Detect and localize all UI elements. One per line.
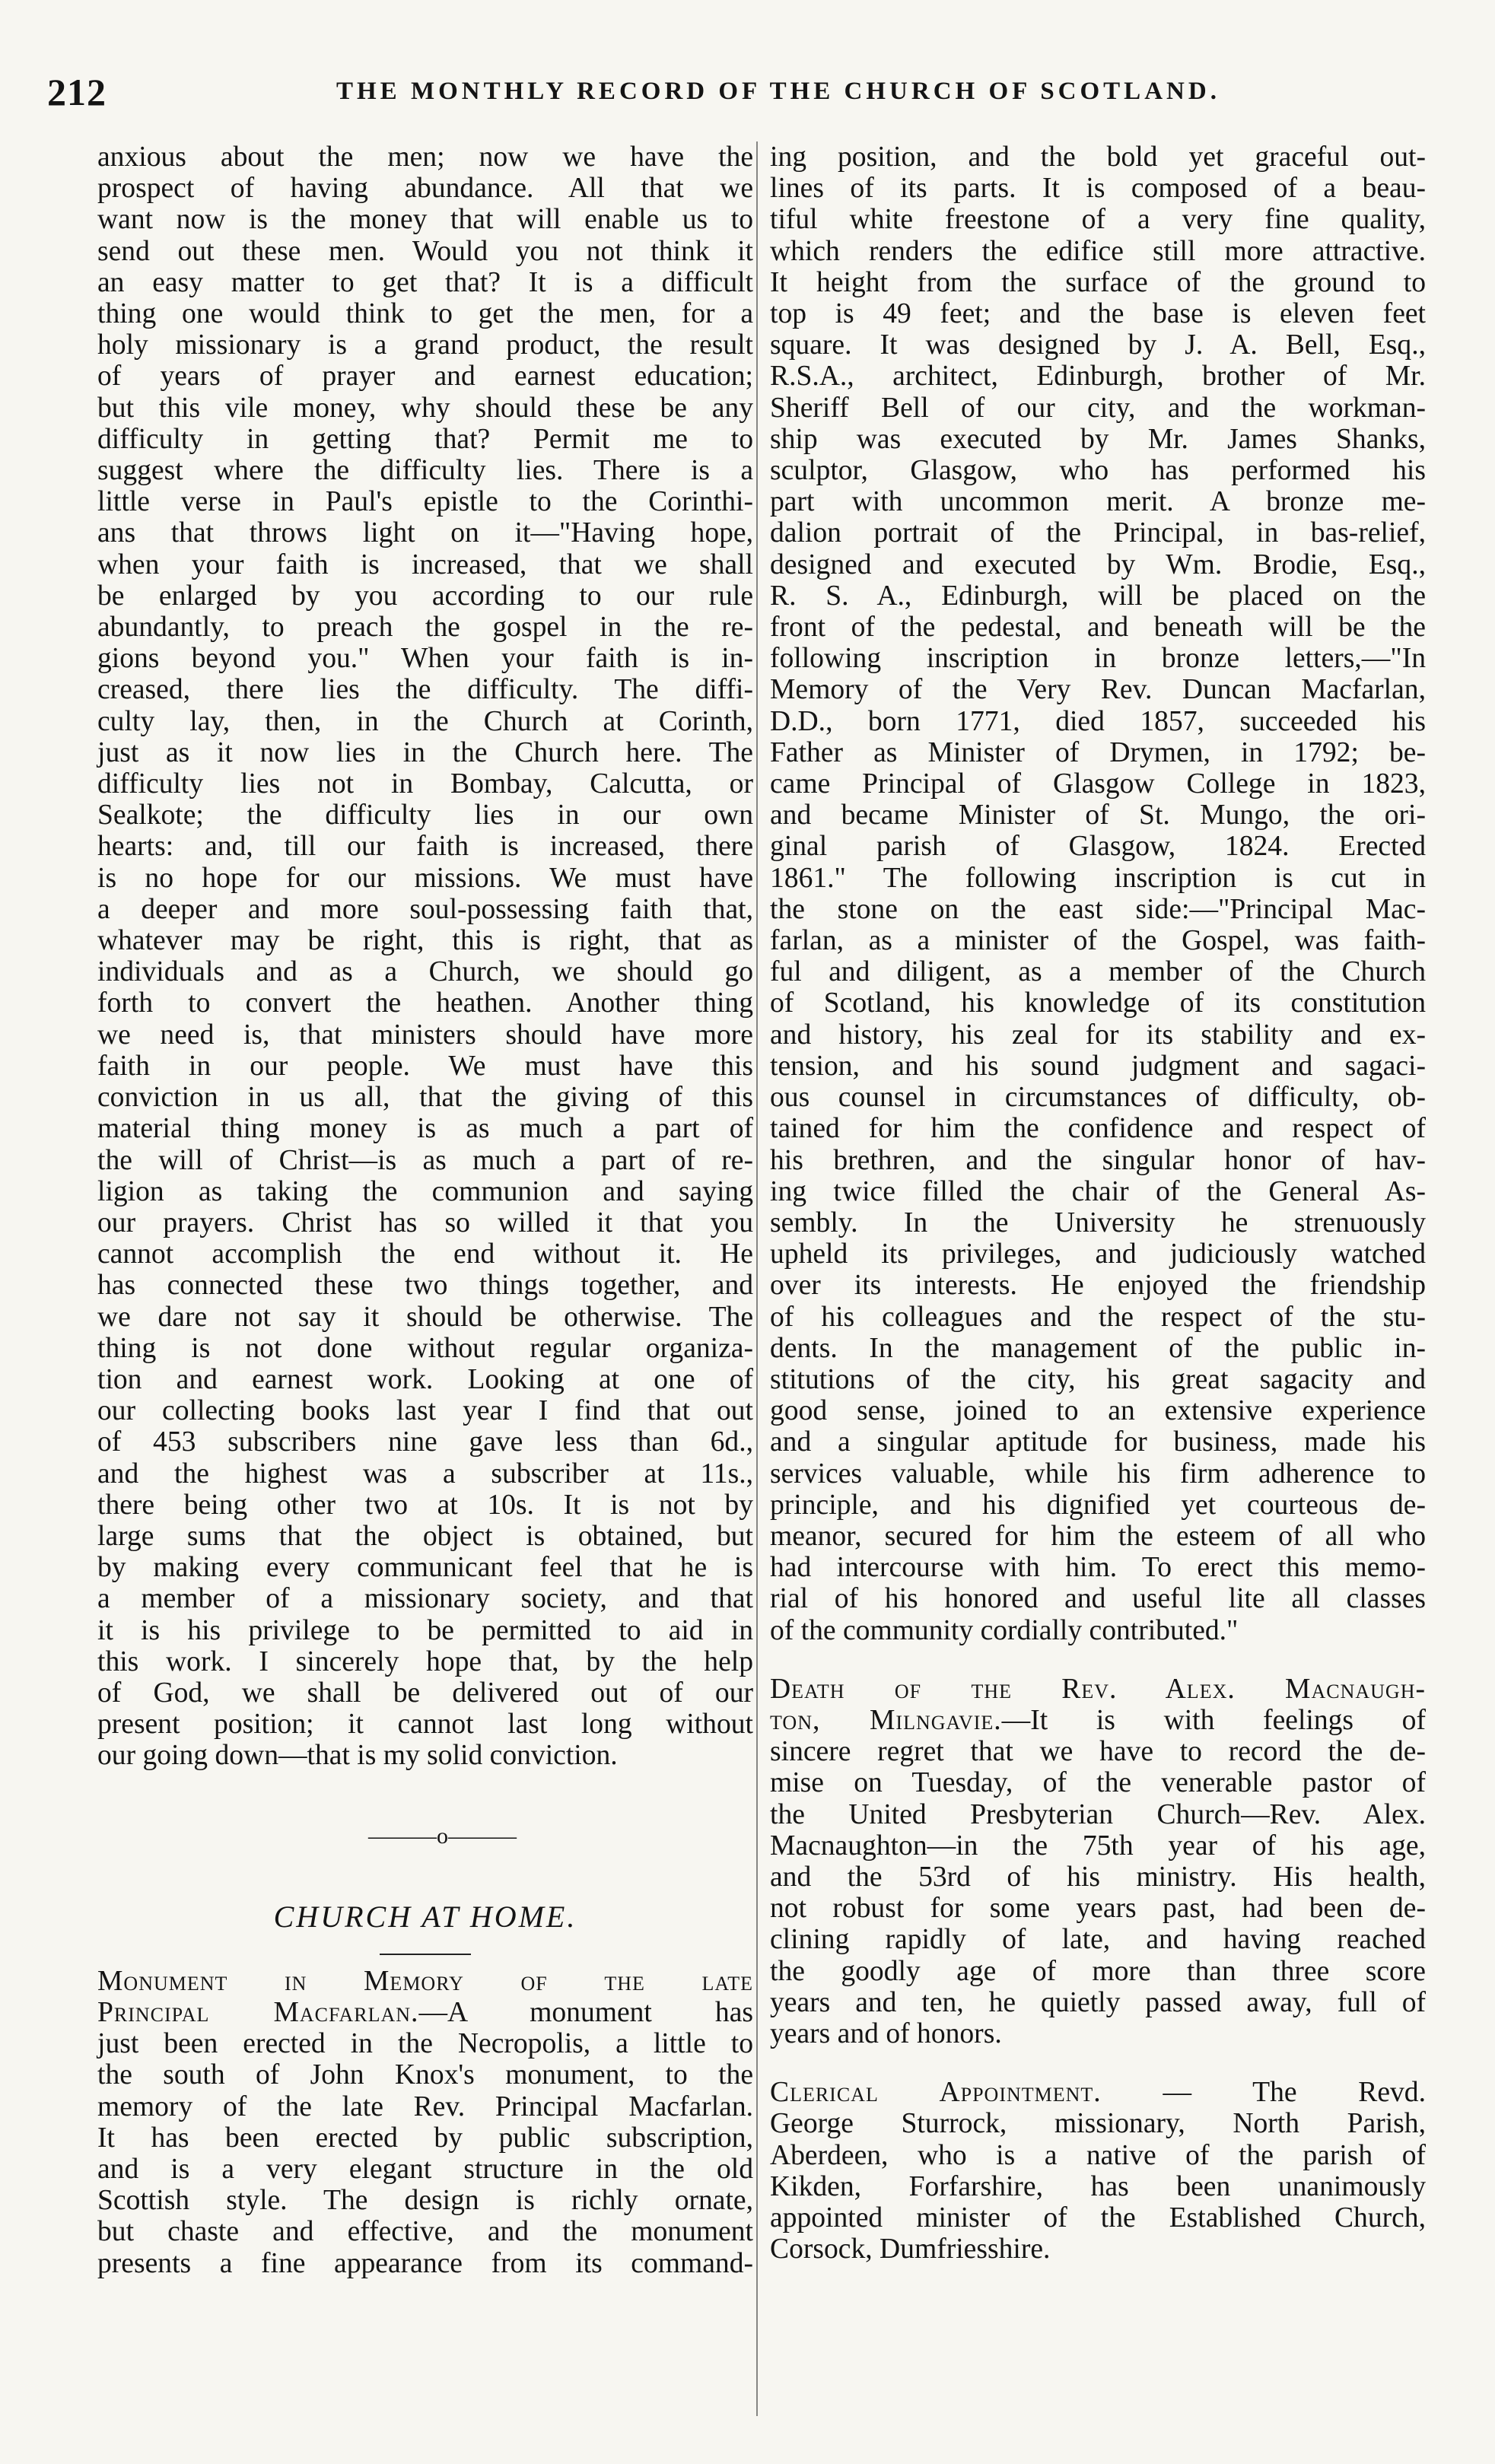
text-line: not robust for some years past, had been de-	[770, 1893, 1426, 1925]
text-line: forth to convert the heathen. Another thing	[97, 987, 753, 1019]
text-line: Clerical Appointment. — The Revd.	[770, 2077, 1426, 2109]
text-line: dents. In the management of the public in-	[770, 1332, 1426, 1364]
text-line: tion and earnest work. Looking at one of	[97, 1363, 753, 1395]
text-line: R. S. A., Edinburgh, will be placed on the	[770, 580, 1426, 612]
text-line: years and ten, he quietly passed away, full of	[770, 1986, 1426, 2018]
text-line: Sealkote; the difficulty lies in our own	[97, 800, 753, 831]
text-line: memory of the late Rev. Principal Macfarlan.	[97, 2090, 753, 2122]
text-line: thing is not done without regular organiza-	[97, 1332, 753, 1364]
text-line: mise on Tuesday, of the venerable pastor of	[770, 1767, 1426, 1799]
article-heading-line	[97, 1966, 753, 1997]
text-line: anxious about the men; now we have the	[97, 141, 753, 173]
text-line: front of the pedestal, and beneath will be the	[770, 612, 1426, 644]
text-line: stitutions of the city, his great sagacity and	[770, 1363, 1426, 1395]
text-line: square. It was designed by J. A. Bell, Esq.,	[770, 329, 1426, 361]
text-line: of 453 subscribers nine gave less than 6d.,	[97, 1426, 753, 1458]
text-line: but chaste and effective, and the monument	[97, 2216, 753, 2248]
text-line: Scottish style. The design is richly ornate,	[97, 2185, 753, 2217]
text-line: ans that throws light on it—"Having hope,	[97, 517, 753, 549]
text-line: ful and diligent, as a member of the Church	[770, 956, 1426, 988]
text-line: want now is the money that will enable us to	[97, 204, 753, 236]
text-line: D.D., born 1771, died 1857, succeeded his	[770, 705, 1426, 737]
article-heading: Monument in Memory of the late	[97, 1965, 753, 1997]
text-line: our collecting books last year I find that out	[97, 1395, 753, 1427]
text-line: of God, we shall be delivered out of our	[97, 1677, 753, 1709]
text-line: designed and executed by Wm. Brodie, Esq.,	[770, 548, 1426, 580]
text-line: when your faith is increased, that we shall	[97, 548, 753, 580]
text-line: ous counsel in circumstances of difficulty, ob-	[770, 1082, 1426, 1114]
text-line: an easy matter to get that? It is a difficult	[97, 266, 753, 298]
text-line: meanor, secured for him the esteem of all who	[770, 1520, 1426, 1552]
text-line: suggest where the difficulty lies. There is a	[97, 455, 753, 487]
text-line: present position; it cannot last long without	[97, 1709, 753, 1741]
text-line: there being other two at 10s. It is not by	[97, 1489, 753, 1521]
text-line: little verse in Paul's epistle to the Corinthi-	[97, 486, 753, 518]
article-heading: Clerical Appointment.	[770, 2077, 1102, 2109]
text-line: our going down—that is my solid conviction.	[97, 1740, 618, 1772]
text-line: our prayers. Christ has so willed it that you	[97, 1207, 753, 1238]
text-line: difficulty lies not in Bombay, Calcutta, or	[97, 768, 753, 800]
text-line: material thing money is as much a part of	[97, 1113, 753, 1145]
text-line: of Scotland, his knowledge of its constitution	[770, 987, 1426, 1019]
text-line: has connected these two things together, and	[97, 1270, 753, 1302]
clerical-appointment-article	[770, 2077, 1426, 2265]
text-line: prospect of having abundance. All that we	[97, 173, 753, 205]
article-heading: Death of the Rev. Alex. Macnaugh-	[770, 1673, 1426, 1705]
text-line: principle, and his dignified yet courteous de-	[770, 1489, 1426, 1521]
text-line: hearts: and, till our faith is increased, there	[97, 831, 753, 863]
monument-article-continued	[770, 141, 1426, 1646]
text-line: faith in our people. We must have this	[97, 1050, 753, 1082]
text-line: ship was executed by Mr. James Shanks,	[770, 423, 1426, 455]
text-line: George Sturrock, missionary, North Parish,	[770, 2108, 1426, 2140]
text-line: part with uncommon merit. A bronze me-	[770, 486, 1426, 518]
text-line: R.S.A., architect, Edinburgh, brother of Mr.	[770, 361, 1426, 393]
text-line: Father as Minister of Drymen, in 1792; be-	[770, 736, 1426, 768]
text-line: is no hope for our missions. We must have	[97, 862, 753, 894]
text-line: and the 53rd of his ministry. His health,	[770, 1861, 1426, 1893]
text-line: ing twice filled the chair of the General As-	[770, 1175, 1426, 1207]
text-line: years and of honors.	[770, 2017, 1002, 2049]
paragraph-gap	[770, 2049, 1426, 2077]
text-line: upheld its privileges, and judiciously watched	[770, 1238, 1426, 1270]
text-line: presents a fine appearance from its command-	[97, 2247, 753, 2279]
death-notice-article	[770, 1674, 1426, 2049]
text-line: we need is, that ministers should have more	[97, 1019, 753, 1051]
text-line: we dare not say it should be otherwise. The	[97, 1301, 753, 1333]
article-heading: Principal Macfarlan.	[97, 1996, 419, 2028]
page-header	[47, 70, 1220, 114]
paragraph-gap	[770, 1646, 1426, 1674]
text-line: lines of its parts. It is composed of a beau-	[770, 173, 1426, 205]
right-column	[770, 141, 1426, 2265]
text-line: rial of his honored and useful lite all classes	[770, 1583, 1426, 1615]
text-line: by making every communicant feel that he is	[97, 1552, 753, 1584]
text-line: send out these men. Would you not think it	[97, 235, 753, 267]
text-line: creased, there lies the difficulty. The diffi-	[97, 674, 753, 706]
text-line: 1861." The following inscription is cut in	[770, 862, 1426, 894]
text-line: abundantly, to preach the gospel in the re-	[97, 612, 753, 644]
text-line: the stone on the east side:—"Principal Mac-	[770, 893, 1426, 925]
left-column	[97, 141, 753, 2279]
text-line: ligion as taking the communion and saying	[97, 1175, 753, 1207]
text-line: just been erected in the Necropolis, a little to	[97, 2028, 753, 2060]
page-number: 212	[47, 71, 107, 113]
text-line: dalion portrait of the Principal, in bas-relief,	[770, 517, 1426, 549]
text-line: which renders the edifice still more attractive.	[770, 235, 1426, 267]
text-line: had intercourse with him. To erect this memo-	[770, 1552, 1426, 1584]
text-line: and the highest was a subscriber at 11s.,	[97, 1458, 753, 1490]
text-line: culty lay, then, in the Church at Corinth,	[97, 705, 753, 737]
text-line: clining rapidly of late, and having reached	[770, 1924, 1426, 1956]
monument-article	[97, 1966, 753, 2279]
ornamental-divider: ———o———	[368, 1823, 517, 1849]
text-line: difficulty in getting that? Permit me to	[97, 423, 753, 455]
text-line: and history, his zeal for its stability and ex-	[770, 1019, 1426, 1051]
text-line: and became Minister of St. Mungo, the ori-	[770, 800, 1426, 831]
text-line: the will of Christ—is as much a part of re-	[97, 1144, 753, 1176]
text-line: Memory of the Very Rev. Duncan Macfarlan,	[770, 674, 1426, 706]
text-line: gions beyond you." When your faith is in-	[97, 643, 753, 675]
text-line: the south of John Knox's monument, to the	[97, 2059, 753, 2091]
text-line: of the community cordially contributed."	[770, 1614, 1239, 1646]
missionary-speech-paragraph	[97, 141, 753, 1772]
text-line: appointed minister of the Established Church,	[770, 2202, 1426, 2233]
text-line: over its interests. He enjoyed the friendship	[770, 1270, 1426, 1302]
text-line: large sums that the object is obtained, but	[97, 1520, 753, 1552]
text-line: whatever may be right, this is right, that as	[97, 925, 753, 957]
article-heading-line	[770, 1674, 1426, 1705]
text-line: just as it now lies in the Church here. The	[97, 736, 753, 768]
text-line: and is a very elegant structure in the old	[97, 2153, 753, 2185]
text-line: tained for him the confidence and respect of	[770, 1113, 1426, 1145]
article-heading: ton, Milngavie.	[770, 1704, 1002, 1736]
text-line: be enlarged by you according to our rule	[97, 580, 753, 612]
text-line: ton, Milngavie.—It is with feelings of	[770, 1704, 1426, 1736]
text-line: good sense, joined to an extensive experience	[770, 1395, 1426, 1427]
heading-rule	[380, 1954, 471, 1955]
text-line: tension, and his sound judgment and sagaci-	[770, 1050, 1426, 1082]
text-line: individuals and as a Church, we should go	[97, 956, 753, 988]
text-line: sembly. In the University he strenuously	[770, 1207, 1426, 1238]
column-divider	[756, 141, 758, 2416]
text-line: following inscription in bronze letters,—"In	[770, 643, 1426, 675]
text-line: conviction in us all, that the giving of this	[97, 1082, 753, 1114]
text-line: holy missionary is a grand product, the result	[97, 329, 753, 361]
text-line: it is his privilege to be permitted to aid in	[97, 1614, 753, 1646]
text-line: Kikden, Forfarshire, has been unanimously	[770, 2170, 1426, 2202]
text-line: sculptor, Glasgow, who has performed his	[770, 455, 1426, 487]
text-line: a member of a missionary society, and that	[97, 1583, 753, 1615]
text-line: ginal parish of Glasgow, 1824. Erected	[770, 831, 1426, 863]
section-heading: CHURCH AT HOME.	[273, 1899, 577, 1934]
text-line: of years of prayer and earnest education;	[97, 361, 753, 393]
text-line: a deeper and more soul-possessing faith that,	[97, 893, 753, 925]
text-line: top is 49 feet; and the base is eleven feet	[770, 298, 1426, 330]
text-line: Sheriff Bell of our city, and the workman-	[770, 392, 1426, 424]
text-line: this work. I sincerely hope that, by the help	[97, 1645, 753, 1677]
text-line: It has been erected by public subscription,	[97, 2122, 753, 2154]
text-line: farlan, as a minister of the Gospel, was faith-	[770, 925, 1426, 957]
text-line: sincere regret that we have to record the de-	[770, 1736, 1426, 1768]
text-line: his brethren, and the singular honor of hav-	[770, 1144, 1426, 1176]
text-line: tiful white freestone of a very fine quality,	[770, 204, 1426, 236]
text-line: the goodly age of more than three score	[770, 1955, 1426, 1987]
text-line: the United Presbyterian Church—Rev. Alex.	[770, 1798, 1426, 1830]
text-line: but this vile money, why should these be any	[97, 392, 753, 424]
text-line: ing position, and the bold yet graceful out-	[770, 141, 1426, 173]
text-line: cannot accomplish the end without it. He	[97, 1238, 753, 1270]
text-line: and a singular aptitude for business, made his	[770, 1426, 1426, 1458]
running-title: THE MONTHLY RECORD OF THE CHURCH OF SCOTLAND.	[336, 78, 1220, 105]
text-line: services valuable, while his firm adherence to	[770, 1458, 1426, 1490]
text-line: of his colleagues and the respect of the stu-	[770, 1301, 1426, 1333]
text-line: Aberdeen, who is a native of the parish of	[770, 2139, 1426, 2171]
text-line: Macnaughton—in the 75th year of his age,	[770, 1830, 1426, 1862]
text-line: It height from the surface of the ground to	[770, 266, 1426, 298]
text-line: Principal Macfarlan.—A monument has	[97, 1996, 753, 2028]
text-line: came Principal of Glasgow College in 1823,	[770, 768, 1426, 800]
text-line: thing one would think to get the men, for a	[97, 298, 753, 330]
text-line: Corsock, Dumfriesshire.	[770, 2233, 1051, 2265]
